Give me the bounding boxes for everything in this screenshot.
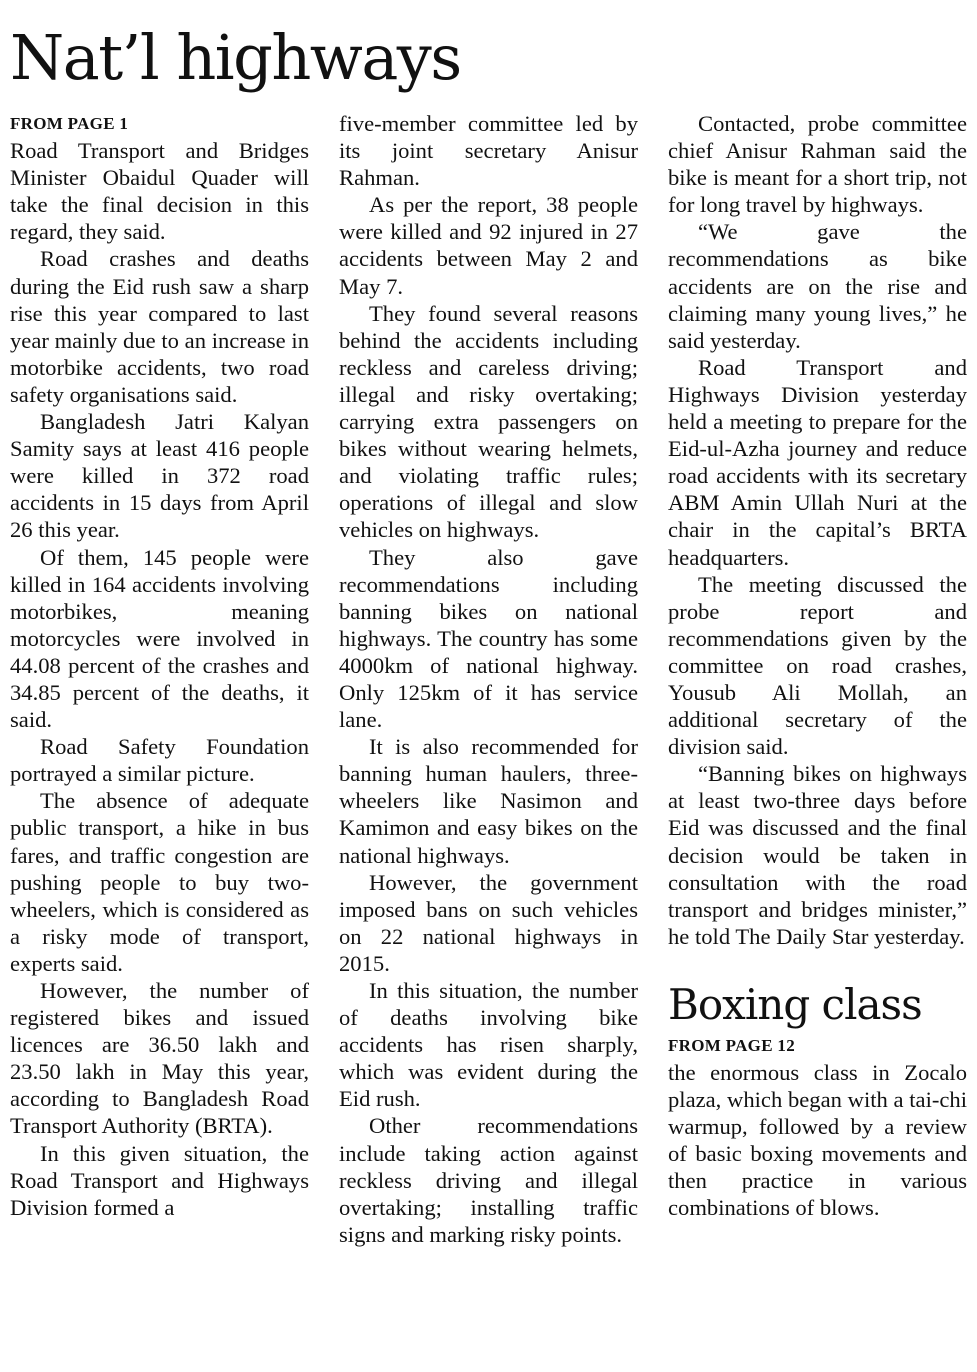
paragraph: Road Transport and Bridges Minister Obaidul Quader will take the final decision in this regard, they said.: [10, 138, 309, 245]
paragraph: Of them, 145 people were killed in 164 accidents involving motorbikes, meaning motorcycles were involved in 44.08 percent of the crashes and 34.85 percent of the deaths, it said.: [10, 544, 309, 733]
paragraph: five-member committee led by its joint secretary Anisur Rahman.: [339, 111, 638, 191]
paragraph: They also gave recommendations including banning bikes on national highways. The country has some 4000km of national highway. Only 125km of it has service lane.: [339, 544, 638, 733]
paragraph: “Banning bikes on highways at least two-three days before Eid was discussed and the final decision would be taken in consultation with the road transport and bridges minister,” he told The Daily Star yesterday.: [668, 761, 967, 949]
paragraph: Road Safety Foundation portrayed a similar picture.: [10, 734, 309, 787]
jump-kicker: FROM PAGE 1: [10, 114, 129, 133]
jump-kicker: FROM PAGE 12: [668, 1035, 795, 1055]
story-headline: Nat’l highways: [10, 21, 461, 94]
column-3: [668, 110, 967, 1222]
paragraph: The meeting discussed the probe report and recommendations given by the committee on road crashes, Yousub Ali Mollah, an additional secretary of the division said.: [668, 571, 967, 760]
second-story-headline: Boxing class: [668, 979, 922, 1029]
paragraph: As per the report, 38 people were killed and 92 injured in 27 accidents between May 2 and May 7.: [339, 192, 638, 299]
paragraph: The absence of adequate public transport, a hike in bus fares, and traffic congestion are pushing people to buy two-wheelers, which is considered as a risky mode of transport, experts said.: [10, 788, 309, 976]
paragraph: the enormous class in Zocalo plaza, which began with a tai-chi warmup, followed by a review of basic boxing movements and then practice in various combinations of blows.: [668, 1060, 967, 1221]
paragraph: Road Transport and Highways Division yesterday held a meeting to prepare for the Eid-ul-Azha journey and reduce road accidents with its secretary ABM Amin Ullah Nuri at the chair in the capital’s BRTA headquarters.: [668, 354, 967, 570]
paragraph: They found several reasons behind the accidents including reckless and careless driving; illegal and risky overtaking; carrying extra passengers on bikes without wearing helmets, and violating traffic rules; operations of illegal and slow vehicles on highways.: [339, 300, 638, 543]
paragraph: Other recommendations include taking action against reckless driving and illegal overtaking; installing traffic signs and marking risky points.: [339, 1113, 638, 1247]
paragraph: Road crashes and deaths during the Eid rush saw a sharp rise this year compared to last year mainly due to an increase in motorbike accidents, two road safety organisations said.: [10, 246, 309, 407]
paragraph: In this situation, the number of deaths involving bike accidents has risen sharply, which was evident during the Eid rush.: [339, 978, 638, 1112]
paragraph: However, the number of registered bikes and issued licences are 36.50 lakh and 23.50 lakh in May this year, according to Bangladesh Road Transport Authority (BRTA).: [10, 978, 309, 1139]
column-2: [339, 110, 638, 1248]
column-1: [10, 110, 309, 1221]
paragraph: It is also recommended for banning human haulers, three-wheelers like Nasimon and Kamimon and easy bikes on the national highways.: [339, 734, 638, 868]
paragraph: Bangladesh Jatri Kalyan Samity says at least 416 people were killed in 372 road accidents in 15 days from April 26 this year.: [10, 409, 309, 543]
paragraph: Contacted, probe committee chief Anisur Rahman said the bike is meant for a short trip, not for long travel by highways.: [668, 111, 967, 218]
paragraph: However, the government imposed bans on such vehicles on 22 national highways in 2015.: [339, 869, 638, 976]
paragraph: In this given situation, the Road Transport and Highways Division formed a: [10, 1140, 309, 1220]
paragraph: “We gave the recommendations as bike accidents are on the rise and claiming many young lives,” he said yesterday.: [668, 219, 967, 353]
